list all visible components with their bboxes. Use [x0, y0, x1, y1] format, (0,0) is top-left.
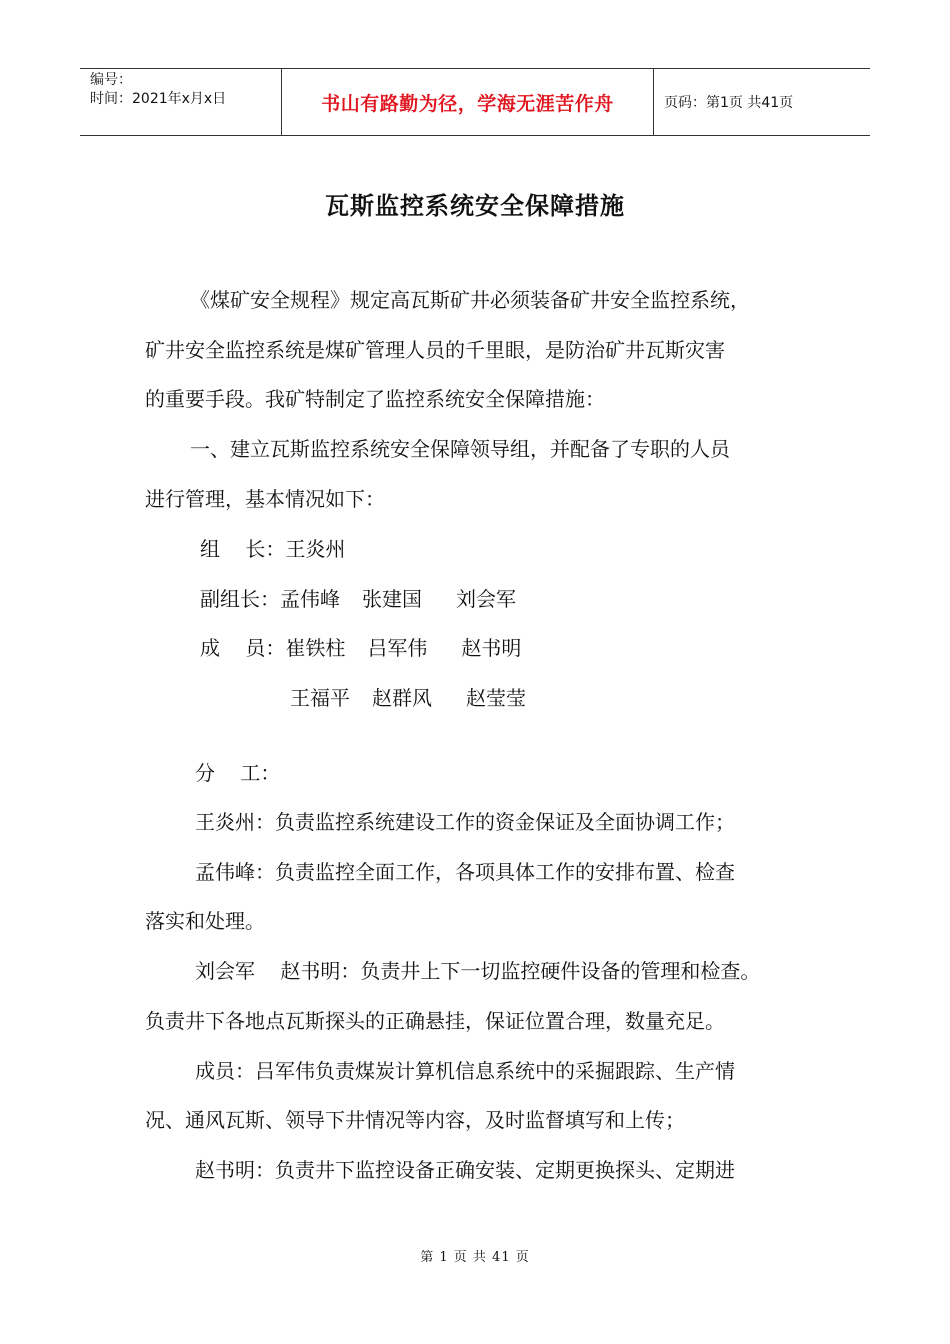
division-line: 负责井下各地点瓦斯探头的正确悬挂，保证位置合理，数量充足。 — [145, 1009, 725, 1033]
paragraph-line: 一、建立瓦斯监控系统安全保障领导组，并配备了专职的人员 — [190, 437, 730, 461]
division-line: 孟伟峰：负责监控全面工作，各项具体工作的安排布置、检查 — [195, 860, 735, 884]
paragraph-line: 进行管理，基本情况如下： — [145, 487, 385, 511]
division-line: 况、通风瓦斯、领导下井情况等内容，及时监督填写和上传； — [145, 1108, 685, 1132]
team-member-name: 王福平 — [290, 686, 350, 710]
team-deputy-name: 张建国 — [362, 587, 422, 611]
header-motto: 书山有路勤为径，学海无涯苦作舟 — [282, 69, 654, 135]
team-leader-name: 王炎州 — [285, 537, 346, 561]
division-heading: 分 工： — [195, 761, 281, 785]
team-deputy-row — [200, 585, 516, 613]
page-header — [80, 68, 870, 136]
team-member-name: 吕军伟 — [367, 636, 428, 660]
team-member-name: 赵书明 — [461, 636, 522, 660]
team-member-row — [290, 684, 526, 712]
team-member-row — [200, 634, 521, 662]
header-page-info: 页码：第1页 共41页 — [664, 95, 794, 111]
team-leader-label: 组 长： — [200, 537, 286, 561]
header-meta — [80, 69, 282, 135]
division-line: 王炎州：负责监控系统建设工作的资金保证及全面协调工作； — [195, 810, 735, 834]
division-line: 刘会军 赵书明：负责井上下一切监控硬件设备的管理和检查。 — [195, 959, 761, 983]
team-deputy-name: 孟伟峰 — [280, 587, 340, 611]
document-date: 时间：2021年x月x日 — [90, 91, 227, 107]
team-deputy-label: 副组长： — [200, 587, 280, 611]
team-member-label: 成 员： — [200, 636, 286, 660]
page-footer: 第 1 页 共 41 页 — [420, 1250, 530, 1265]
document-title: 瓦斯监控系统安全保障措施 — [325, 191, 625, 220]
division-line: 赵书明：负责井下监控设备正确安装、定期更换探头、定期进 — [195, 1158, 735, 1182]
paragraph-line: 矿井安全监控系统是煤矿管理人员的千里眼，是防治矿井瓦斯灾害 — [145, 338, 725, 362]
team-member-name: 赵群风 — [372, 686, 432, 710]
paragraph-line: 《煤矿安全规程》规定高瓦斯矿井必须装备矿井安全监控系统， — [190, 288, 750, 312]
team-deputy-name: 刘会军 — [456, 587, 516, 611]
division-line: 落实和处理。 — [145, 909, 265, 933]
team-member-name: 赵莹莹 — [466, 686, 526, 710]
document-number: 编号： — [90, 72, 132, 88]
paragraph-line: 的重要手段。我矿特制定了监控系统安全保障措施： — [145, 387, 605, 411]
team-leader-row — [200, 535, 345, 563]
division-line: 成员：吕军伟负责煤炭计算机信息系统中的采掘跟踪、生产情 — [195, 1059, 735, 1083]
team-member-name: 崔铁柱 — [285, 636, 346, 660]
